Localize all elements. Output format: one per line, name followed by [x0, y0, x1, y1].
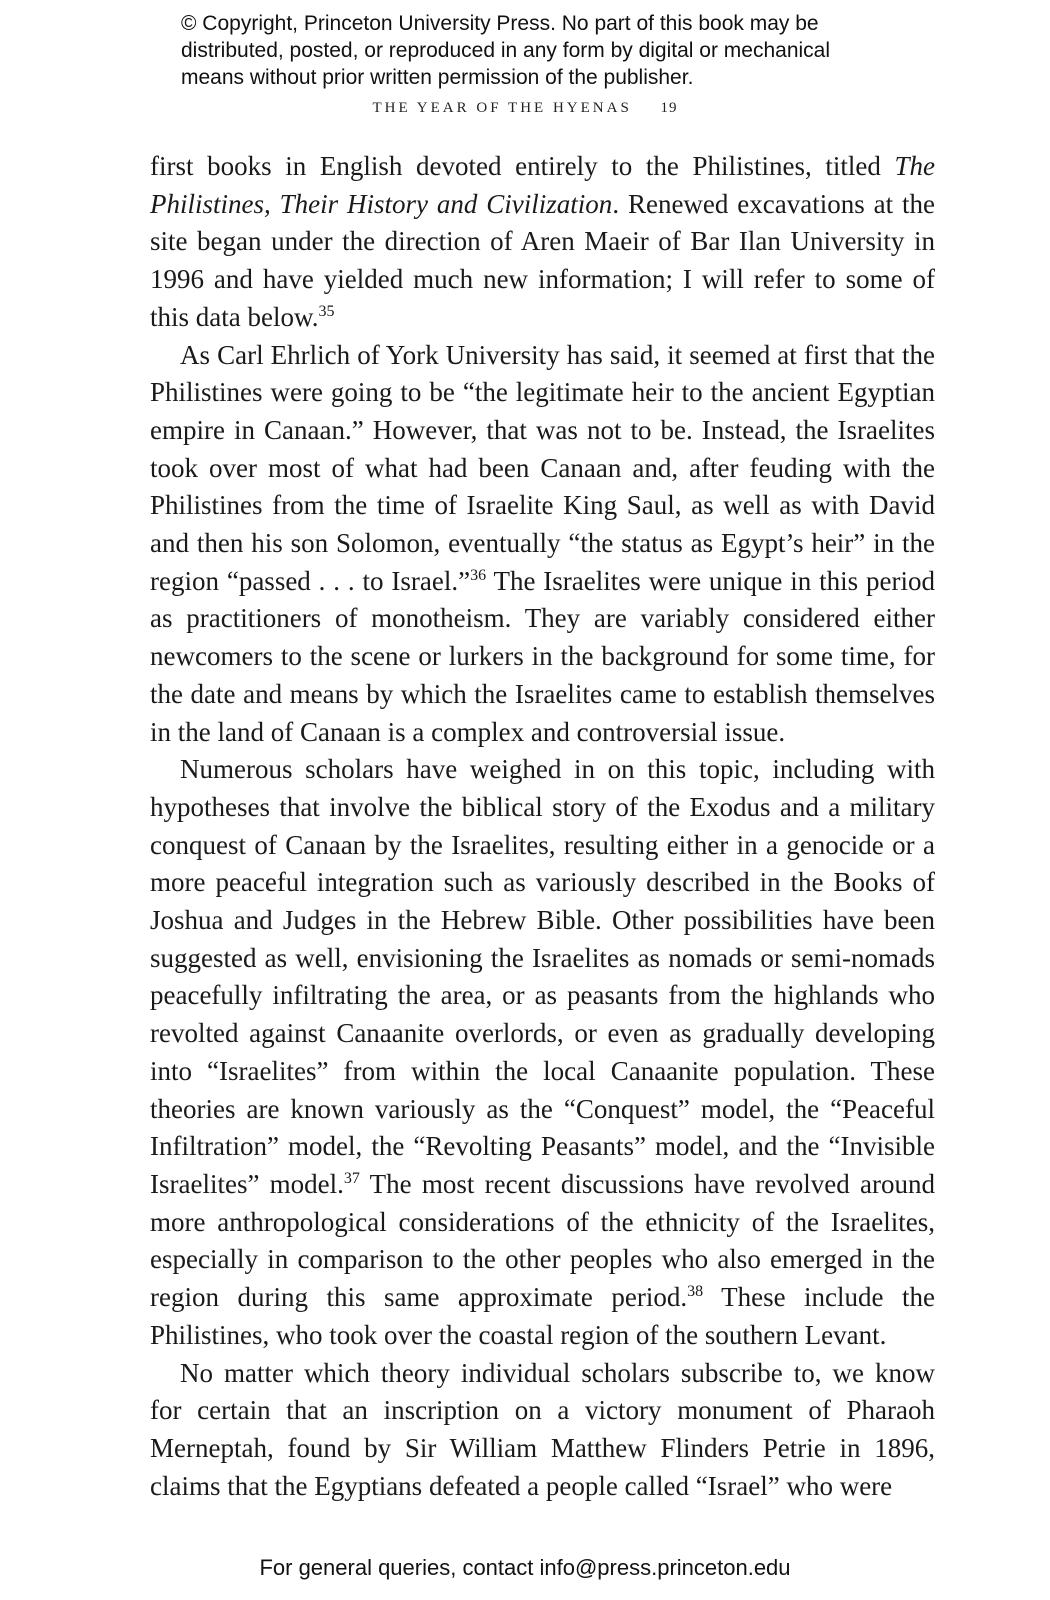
text-run: The Israelites were unique in this period as practitioners of monotheism. They are variably considered either newcomers to the scene or lurkers in the background for some time, for the date and means by which the Israelites came to establish themselves in the land of Canaan is a complex and controversial issue. [150, 565, 936, 747]
text-run: Numerous scholars have weighed in on this topic, including with hypotheses that involve the biblical story of the Exodus and a military conquest of Canaan by the Israelites, resulting either in a genocide or a more peaceful integration such as variously described in the Books of Joshua and Judges in the Hebrew Bible. Other possibilities have been suggested as well, envisioning the Israelites as nomads or semi-nomads peacefully infiltrating the area, or as peasants from the highlands who revolted against Canaanite overlords, or even as gradually developing into “Israelites” from within the local Canaanite population. These theories are known variously as the “Conquest” model, the “Peaceful Infiltration” model, the “Revolting Peasants” model, and the “Invisible Israelites” model. [150, 754, 935, 1199]
paragraph [150, 1355, 935, 1506]
book-title: The Philistines, Their History and Civilization [150, 151, 935, 219]
footnote-ref[interactable]: 35 [318, 302, 335, 320]
paragraph [150, 751, 935, 1354]
text-run: As Carl Ehrlich of York University has said, it seemed at first that the Philistines were going to be “the legitimate heir to the ancient Egyptian empire in Canaan.” However, that was not to be. Instead, the Israelites took over most of what had been Canaan and, after feuding with the Philistines from the time of Israelite King Saul, as well as with David and then his son Solomon, eventually “the status as Egypt’s heir” in the region “passed . . . to Israel.” [150, 339, 935, 596]
footnote-ref[interactable]: 38 [687, 1283, 704, 1301]
copyright-line: means without prior written permission of the publisher. [181, 66, 694, 89]
text-run: No matter which theory individual scholars subscribe to, we know for certain that an inscription on a victory monument of Pharaoh Merneptah, found by Sir William Matthew Flinders Petrie in 1896, claims that the Egyptians defeated a people called “Israel” who were [150, 1357, 935, 1501]
copyright-notice [181, 10, 901, 91]
page-number: 19 [660, 100, 678, 116]
copyright-line: © Copyright, Princeton University Press. No part of this book may be [181, 12, 819, 35]
body-text [150, 148, 935, 1505]
footnote-ref[interactable]: 36 [470, 566, 487, 584]
text-run: These include the Philistines, who took over the coastal region of the southern Levant. [150, 1282, 936, 1350]
paragraph [150, 337, 935, 752]
running-head-title: THE YEAR OF THE HYENAS [372, 100, 632, 116]
paragraph [150, 148, 935, 337]
text-run: first books in English devoted entirely to the Philistines, titled [150, 151, 895, 181]
copyright-line: distributed, posted, or reproduced in any form by digital or mechanical [181, 39, 831, 62]
text-run: . Renewed excavations at the site began under the direction of Aren Maeir of Bar Ilan University in 1996 and have yielded much new information; I will refer to some of this data below. [150, 188, 935, 332]
text-run: The most recent discussions have revolved around more anthropological considerations of the ethnicity of the Israelites, especially in comparison to the other peoples who also emerged in the region during this same approximate period. [150, 1168, 935, 1313]
footnote-ref[interactable]: 37 [343, 1169, 360, 1187]
footer-contact: For general queries, contact info@press.princeton.edu [259, 1555, 791, 1580]
running-head [0, 100, 1050, 117]
